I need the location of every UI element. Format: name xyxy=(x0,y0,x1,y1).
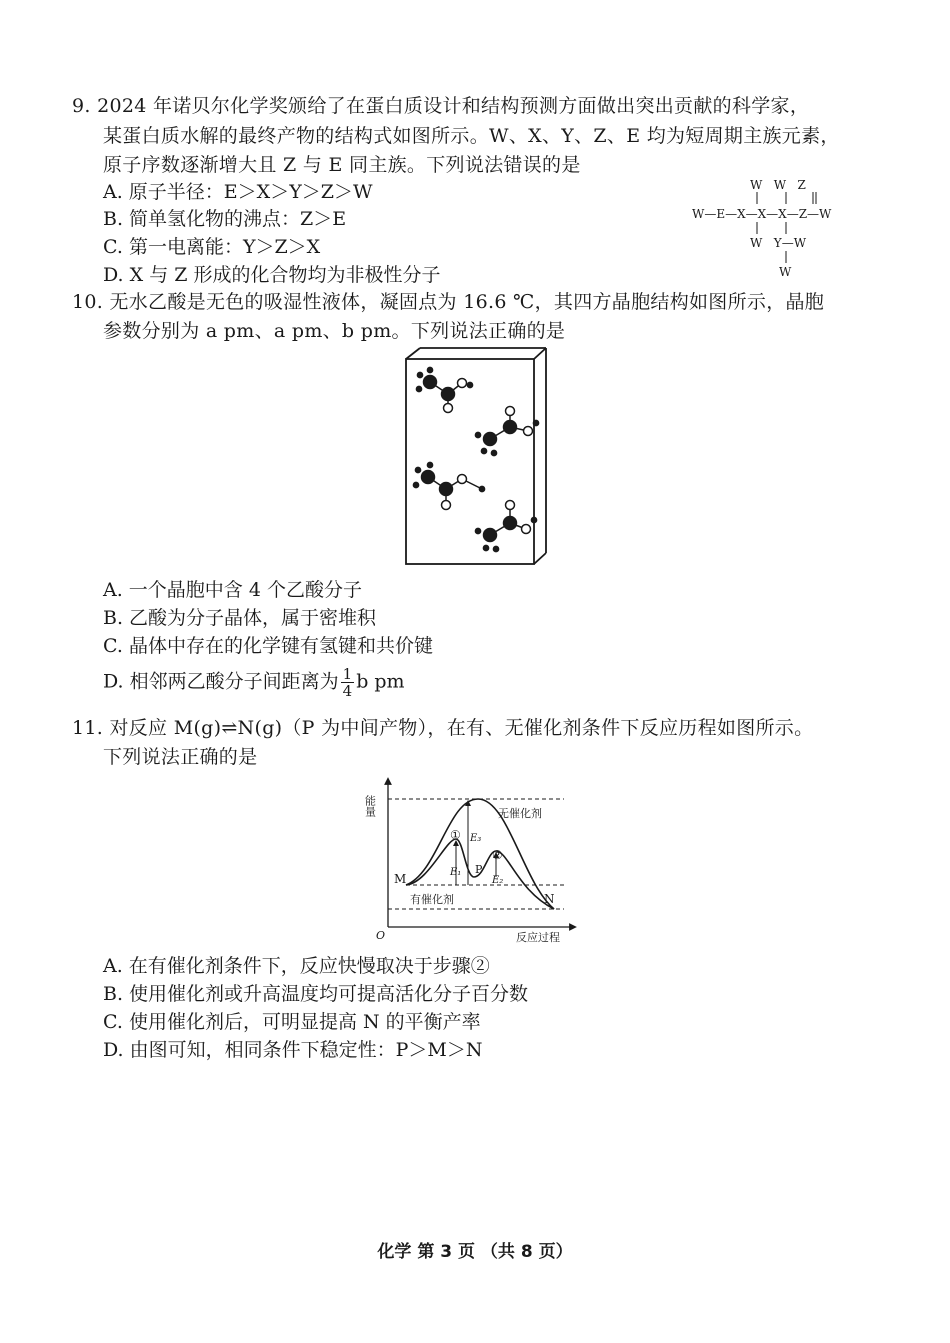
q11-stem-line-2: 下列说法正确的是 xyxy=(103,746,258,768)
atom xyxy=(424,376,437,389)
q10-stem-line-2: 参数分别为 a pm、a pm、b pm。下列说法正确的是 xyxy=(103,320,566,342)
atom xyxy=(522,525,531,534)
q10-unit-cell-diagram xyxy=(400,345,552,570)
atom xyxy=(484,529,497,542)
q10-option-d xyxy=(103,666,405,699)
label-E2: E₂ xyxy=(492,875,504,886)
q9-stem-line-2: 某蛋白质水解的最终产物的结构式如图所示。W、X、Y、Z、E 均为短周期主族元素， xyxy=(103,125,840,147)
atom xyxy=(442,501,451,510)
label-step1: ① xyxy=(450,828,461,842)
q9-option-b: B. 简单氢化物的沸点：Z＞E xyxy=(103,208,347,230)
q10-option-d-prefix: D. 相邻两乙酸分子间距离为 xyxy=(103,670,339,693)
atom xyxy=(458,475,467,484)
label-E1: E₁ xyxy=(450,867,462,878)
atom xyxy=(440,483,453,496)
q11-option-d: D. 由图可知，相同条件下稳定性：P＞M＞N xyxy=(103,1039,483,1061)
atom xyxy=(504,421,517,434)
q9-stem-line-3: 原子序数逐渐增大且 Z 与 E 同主族。下列说法错误的是 xyxy=(103,154,581,176)
q9-struct-row4: W xyxy=(779,265,792,279)
origin-label: O xyxy=(376,929,386,942)
label-M: M xyxy=(394,872,407,886)
label-uncatalyzed: 无催化剂 xyxy=(498,807,542,820)
q9-structure-diagram xyxy=(690,176,890,282)
q10-option-b: B. 乙酸为分子晶体，属于密堆积 xyxy=(103,607,377,629)
q9-option-a: A. 原子半径：E＞X＞Y＞Z＞W xyxy=(103,181,373,203)
atom xyxy=(504,517,517,530)
atom xyxy=(442,388,455,401)
q9-option-d: D. X 与 Z 形成的化合物均为非极性分子 xyxy=(103,264,441,286)
q10-option-a: A. 一个晶胞中含 4 个乙酸分子 xyxy=(103,579,362,601)
atom xyxy=(506,501,515,510)
label-catalyzed: 有催化剂 xyxy=(410,893,454,906)
q9-struct-row2: W—E—X—X—X—Z—W xyxy=(692,207,832,221)
label-N: N xyxy=(544,892,555,906)
label-P: P xyxy=(475,863,483,876)
q9-stem-line-1: 9. 2024 年诺贝尔化学奖颁给了在蛋白质设计和结构预测方面做出突出贡献的科学家， xyxy=(72,95,810,117)
q9-struct-row3: W Y—W xyxy=(750,236,807,250)
atom xyxy=(422,471,435,484)
q10-option-d-suffix: b pm xyxy=(356,670,405,693)
q11-stem-line-1: 11. 对反应 M(g)⇌N(g)（P 为中间产物），在有、无催化剂条件下反应历程如图所示。 xyxy=(72,717,814,739)
page-footer: 化学 第 3 页 （共 8 页） xyxy=(377,1242,573,1262)
atom xyxy=(506,407,515,416)
q11-energy-diagram xyxy=(363,773,578,945)
q10-option-c: C. 晶体中存在的化学键有氢键和共价键 xyxy=(103,635,433,657)
q9-option-c: C. 第一电离能：Y＞Z＞X xyxy=(103,236,321,258)
fraction xyxy=(341,666,355,699)
x-axis-label: 反应过程 xyxy=(516,931,560,944)
label-E3: E₃ xyxy=(470,833,482,844)
label-step2: ② xyxy=(492,848,503,862)
fraction-denominator: 4 xyxy=(342,682,353,700)
q11-option-c: C. 使用催化剂后，可明显提高 N 的平衡产率 xyxy=(103,1011,481,1033)
y-axis-label: 能量 xyxy=(363,795,377,817)
q11-option-a: A. 在有催化剂条件下，反应快慢取决于步骤② xyxy=(103,955,490,977)
atom xyxy=(444,404,453,413)
q11-option-b: B. 使用催化剂或升高温度均可提高活化分子百分数 xyxy=(103,983,529,1005)
atom xyxy=(484,433,497,446)
q9-struct-row1: W W Z xyxy=(750,178,806,192)
fraction-numerator: 1 xyxy=(342,665,353,683)
atom xyxy=(524,427,533,436)
q10-stem-line-1: 10. 无水乙酸是无色的吸湿性液体，凝固点为 16.6 ℃，其四方晶胞结构如图所示，晶胞 xyxy=(72,291,825,313)
atom xyxy=(458,379,467,388)
